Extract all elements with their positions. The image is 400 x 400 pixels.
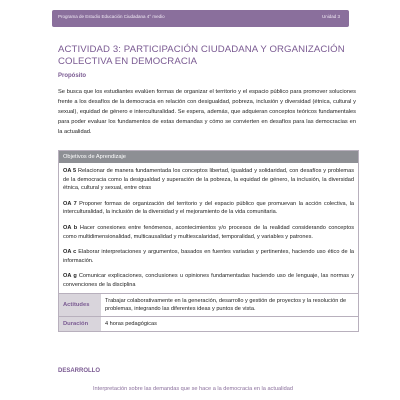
actitudes-label: Actitudes xyxy=(59,294,101,316)
unit-label: Unidad 3 xyxy=(322,14,341,19)
objective-code: OA g xyxy=(63,273,77,280)
actitudes-row xyxy=(59,293,358,316)
actitudes-text: Trabajar colaborativamente en la generación, desarrollo y gestión de proyectos y la resolución de problemas, integrando las diferentes ideas y puntos de vista. xyxy=(105,297,347,312)
objective-oac xyxy=(59,244,358,268)
duracion-row xyxy=(59,316,358,331)
proposito-text: Se busca que los estudiantes evalúen formas de organizar el territorio y el espacio público para promover soluciones frente a los desafíos de la democracia en relación con desigualdad, pobreza, inclusión y diversidad (étnica, cultural y sexual), equidad de género e interculturalidad. Se espera, además, que adquieran conceptos teóricos fundamentales para poder evaluar los fundamentos de estas demandas y cómo se convierten en desafíos para las democracias en la actualidad. xyxy=(58,89,356,135)
desarrollo-subheading: Interpretación sobre las demandas que se hace a la democracia en la actualidad xyxy=(93,386,293,392)
objective-text: Relacionar de manera fundamentada los conceptos libertad, igualdad y solidaridad, con desafíos y problemas de la democracia como la desigualdad y superación de la pobreza, la equidad de género, la inclusión, la diversidad étnica, cultural y sexual, entre otras xyxy=(63,168,354,192)
desarrollo-heading: DESARROLLO xyxy=(58,368,100,374)
program-title: Programa de Estudio Educación Ciudadana 4° medio xyxy=(58,14,165,19)
objective-code: OA 5 xyxy=(63,168,77,174)
objective-text: Comunicar explicaciones, conclusiones u opiniones fundamentadas haciendo uso de lenguaje, las normas y convenciones de la disciplina xyxy=(63,273,354,288)
objective-code: OA c xyxy=(63,249,77,256)
duracion-label: Duración xyxy=(59,317,101,331)
objective-text: Hacer conexiones entre fenómenos, acontecimientos y/o procesos de la realidad considerando conceptos como multidimensionalidad, multicausalidad y multiescalaridad, temporalidad, y variables y patrones. xyxy=(63,224,354,240)
objectives-table xyxy=(58,150,359,332)
objective-oab xyxy=(59,220,358,244)
duracion-text: 4 horas pedagógicas xyxy=(105,320,157,327)
activity-title: ACTIVIDAD 3: PARTICIPACIÓN CIUDADANA Y ORGANIZACIÓN COLECTIVA EN DEMOCRACIA xyxy=(58,44,345,67)
objective-oa7 xyxy=(59,196,358,220)
objective-text: Elaborar interpretaciones y argumentos, basados en fuentes variadas y pertinentes, haciendo uso ético de la información. xyxy=(63,249,354,264)
objective-code: OA 7 xyxy=(63,200,77,207)
objective-oag xyxy=(59,268,358,292)
objective-code: OA b xyxy=(63,224,78,231)
objective-text: Proponer formas de organización del territorio y del espacio público que promuevan la acción colectiva, la interculturalidad, la inclusión de la diversidad y el mejoramiento de la vida comunitaria. xyxy=(63,200,354,216)
objectives-header: Objetivos de Aprendizaje xyxy=(59,151,358,163)
proposito-heading: Propósito xyxy=(58,73,86,79)
objective-oa5 xyxy=(59,163,358,196)
